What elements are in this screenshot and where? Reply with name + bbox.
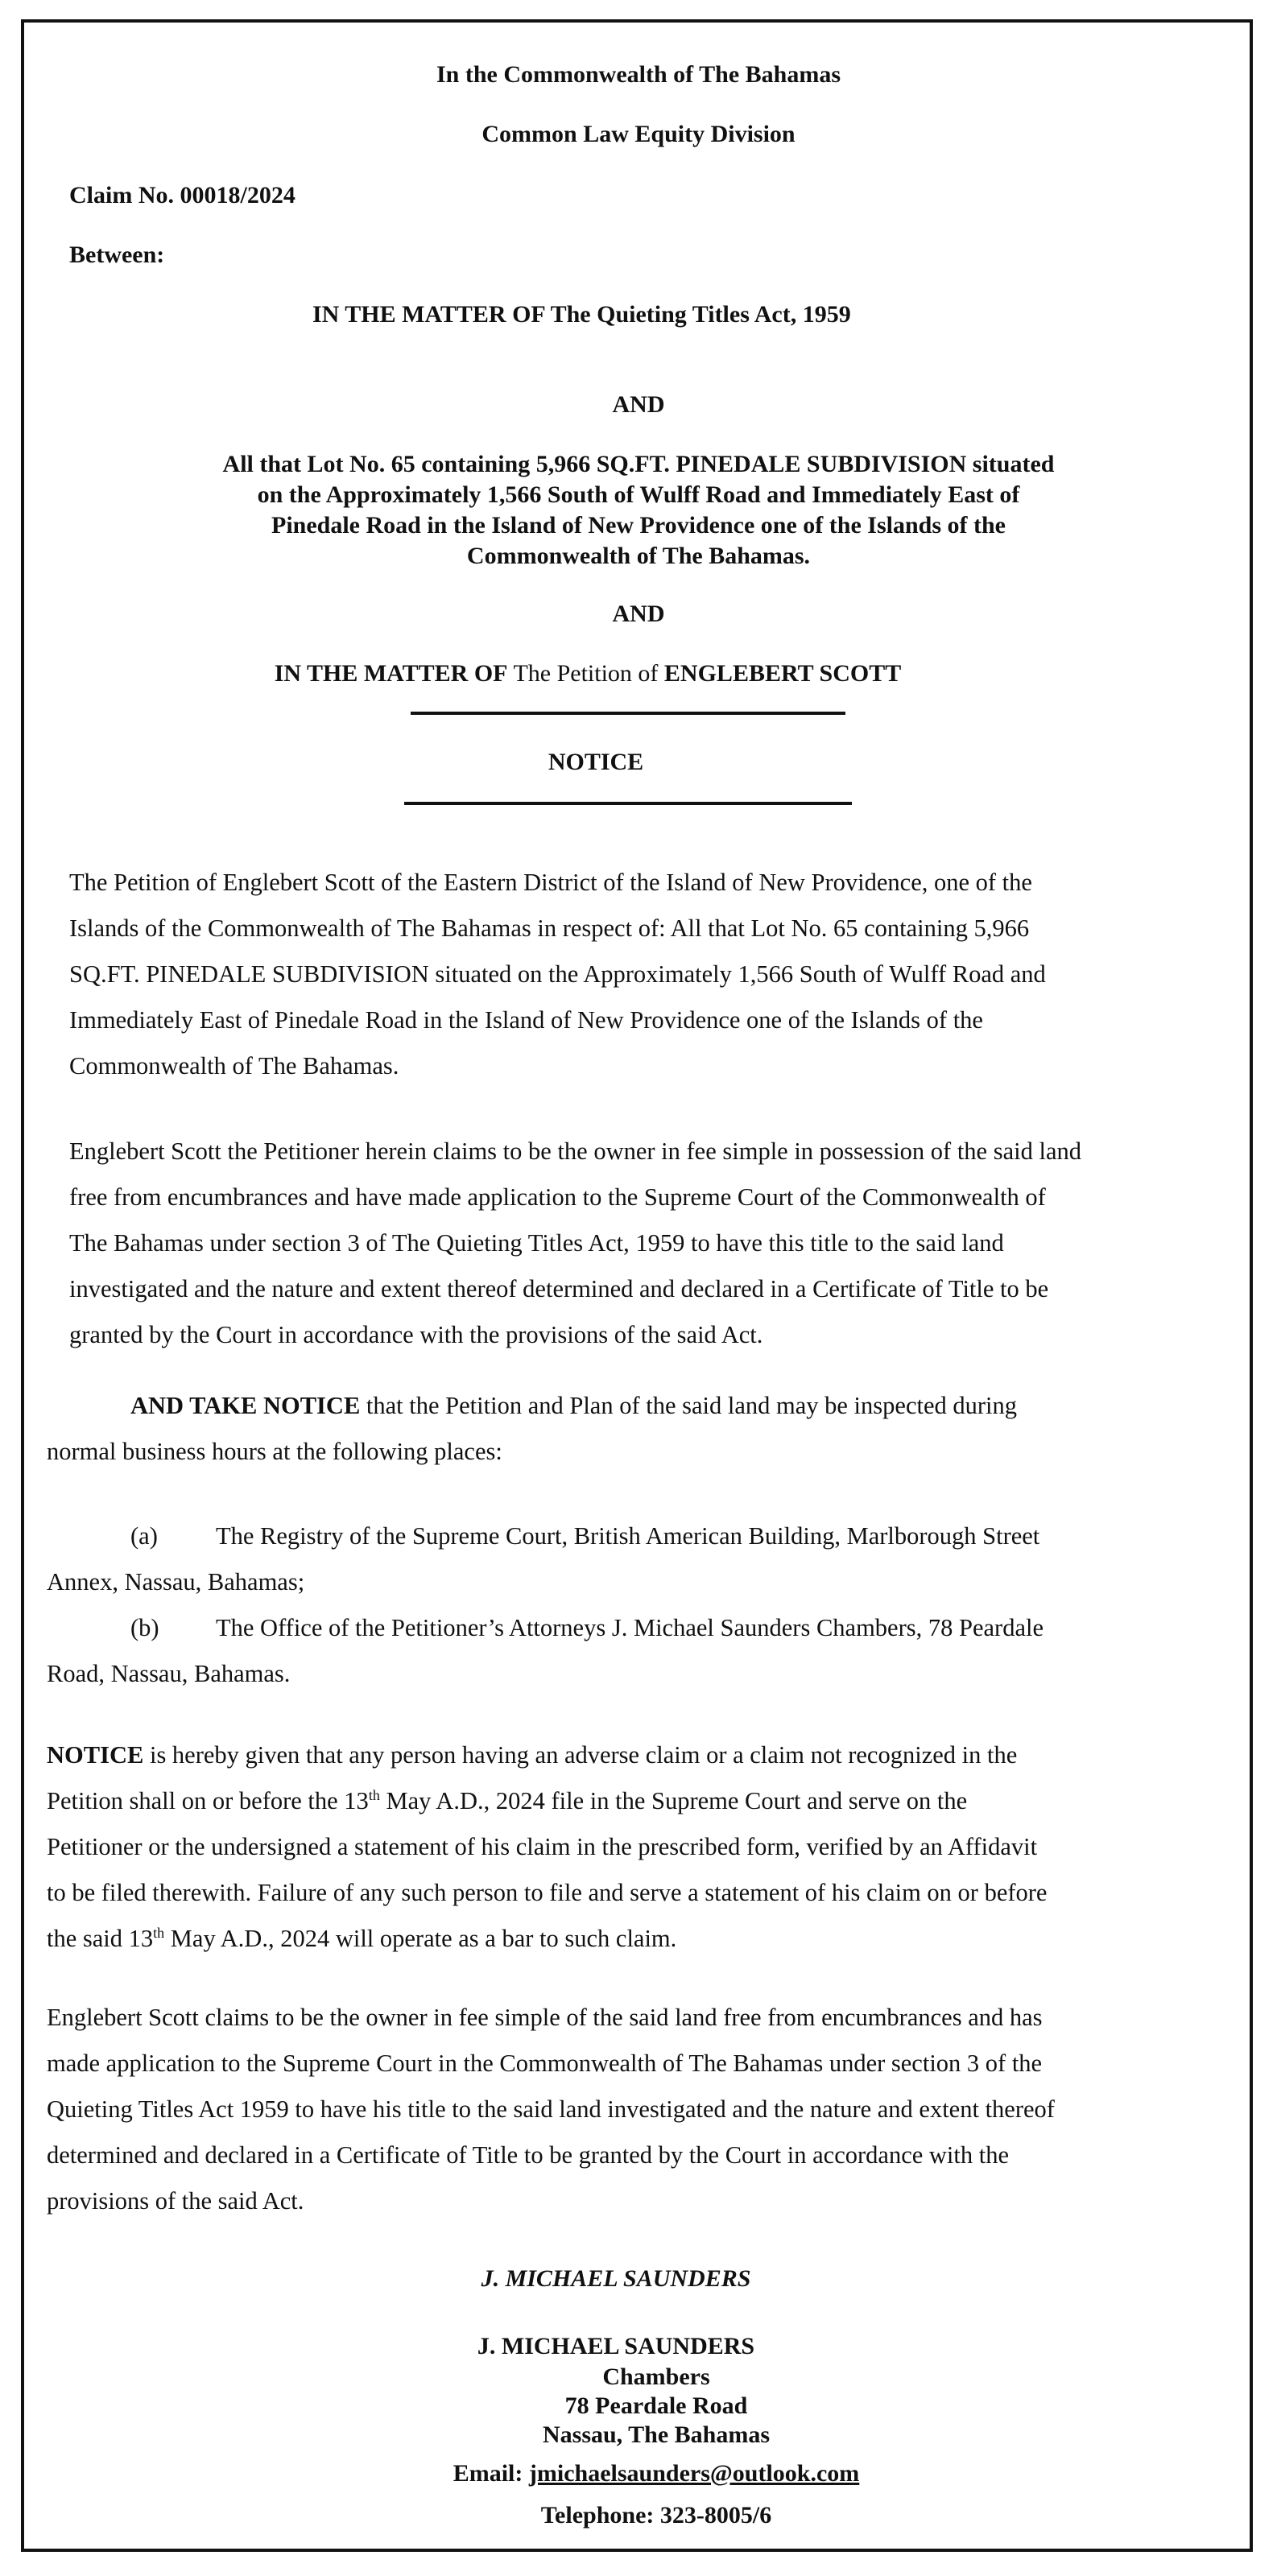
division-heading: Common Law Equity Division bbox=[481, 121, 796, 147]
petition-paragraph: The Petition of Englebert Scott of the Eastern District of the Island of New Providence, one of the Islands of the Commonwealth of The Bahamas in respect of: All that Lot No. 65 containing 5,966 SQ.FT. PINEDALE SUBDIVISION situated on the Approximately 1,566 South of Wulff Road and Immediately East of Pinedale Road in the Island of New Providence one of the Islands of the Commonwealth of The Bahamas. bbox=[69, 869, 1046, 1080]
attorney-name: J. MICHAEL SAUNDERS bbox=[477, 2333, 755, 2359]
matter-heading-2: IN THE MATTER OF The Petition of ENGLEBERT SCOTT bbox=[274, 660, 902, 687]
telephone: Telephone: 323-8005/6 bbox=[540, 2502, 772, 2529]
between-label: Between: bbox=[69, 242, 165, 268]
address-street: 78 Peardale Road bbox=[564, 2392, 748, 2419]
address-city: Nassau, The Bahamas bbox=[542, 2421, 771, 2448]
email-link[interactable]: jmichaelsaunders@outlook.com bbox=[528, 2460, 860, 2487]
and-separator-2: AND bbox=[612, 601, 665, 627]
take-notice-paragraph: AND TAKE NOTICE that the Petition and Plan of the said land may be inspected during normal business hours at the following places: bbox=[47, 1392, 1017, 1465]
notice-title: NOTICE bbox=[548, 749, 644, 775]
email-line: Email: jmichaelsaunders@outlook.com bbox=[453, 2460, 860, 2487]
court-heading: In the Commonwealth of The Bahamas bbox=[436, 61, 841, 88]
list-item: (b) The Office of the Petitioner’s Attorneys J. Michael Saunders Chambers, 78 Peardale bbox=[130, 1614, 1044, 1641]
rule-top bbox=[411, 712, 845, 715]
claim-paragraph: Englebert Scott the Petitioner herein claims to be the owner in fee simple in possession of the said land free from encumbrances and have made application to the Supreme Court of the Commonwealth of The Bahamas under section 3 of The Quieting Titles Act, 1959 to have this title to the said land investigated and the nature and extent thereof determined and declared in a Certificate of Title to be granted by the Court in accordance with the provisions of the said Act. bbox=[69, 1137, 1081, 1348]
list-item: (a) The Registry of the Supreme Court, British American Building, Marlborough Street bbox=[130, 1522, 1040, 1550]
signature: J. MICHAEL SAUNDERS bbox=[481, 2265, 751, 2292]
rule-bottom bbox=[404, 802, 852, 805]
chambers-label: Chambers bbox=[602, 2363, 710, 2390]
ownership-paragraph: Englebert Scott claims to be the owner in fee simple of the said land free from encumbrances and has made application to the Supreme Court in the Commonwealth of The Bahamas under section 3 of the Quieting Titles Act 1959 to have his title to the said land investigated and the nature and extent thereof determined and declared in a Certificate of Title to be granted by the Court in accordance with the provisions of the said Act. bbox=[47, 2004, 1055, 2215]
matter-heading-1: IN THE MATTER OF The Quieting Titles Act, 1959 bbox=[312, 301, 851, 328]
inspection-places-list: (a) The Registry of the Supreme Court, British American Building, Marlborough Street Annex, Nassau, Bahamas; (b) The Office of the Petitioner’s Attorneys J. Michael Saunders Chambers, 78 Peardale Road, Nassau, Bahamas. bbox=[47, 1513, 1198, 1697]
claim-number: Claim No. 00018/2024 bbox=[69, 182, 295, 208]
adverse-claim-paragraph: NOTICE is hereby given that any person having an adverse claim or a claim not recognized in the Petition shall on or before the 13th May A.D., 2024 file in the Supreme Court and serve on the Petitioner or the undersigned a statement of his claim in the prescribed form, verified by an Affidavit to be filed therewith. Failure of any such person to file and serve a statement of his claim on or before the said 13th May A.D., 2024 will operate as a bar to such claim. bbox=[47, 1741, 1048, 1952]
and-separator-1: AND bbox=[612, 391, 665, 418]
lot-description: All that Lot No. 65 containing 5,966 SQ.FT. PINEDALE SUBDIVISION situated on the Approximately 1,566 South of Wulff Road and Immediately East of Pinedale Road in the Island of New Providence one of the Islands of the Commonwealth of The Bahamas. bbox=[222, 451, 1055, 569]
